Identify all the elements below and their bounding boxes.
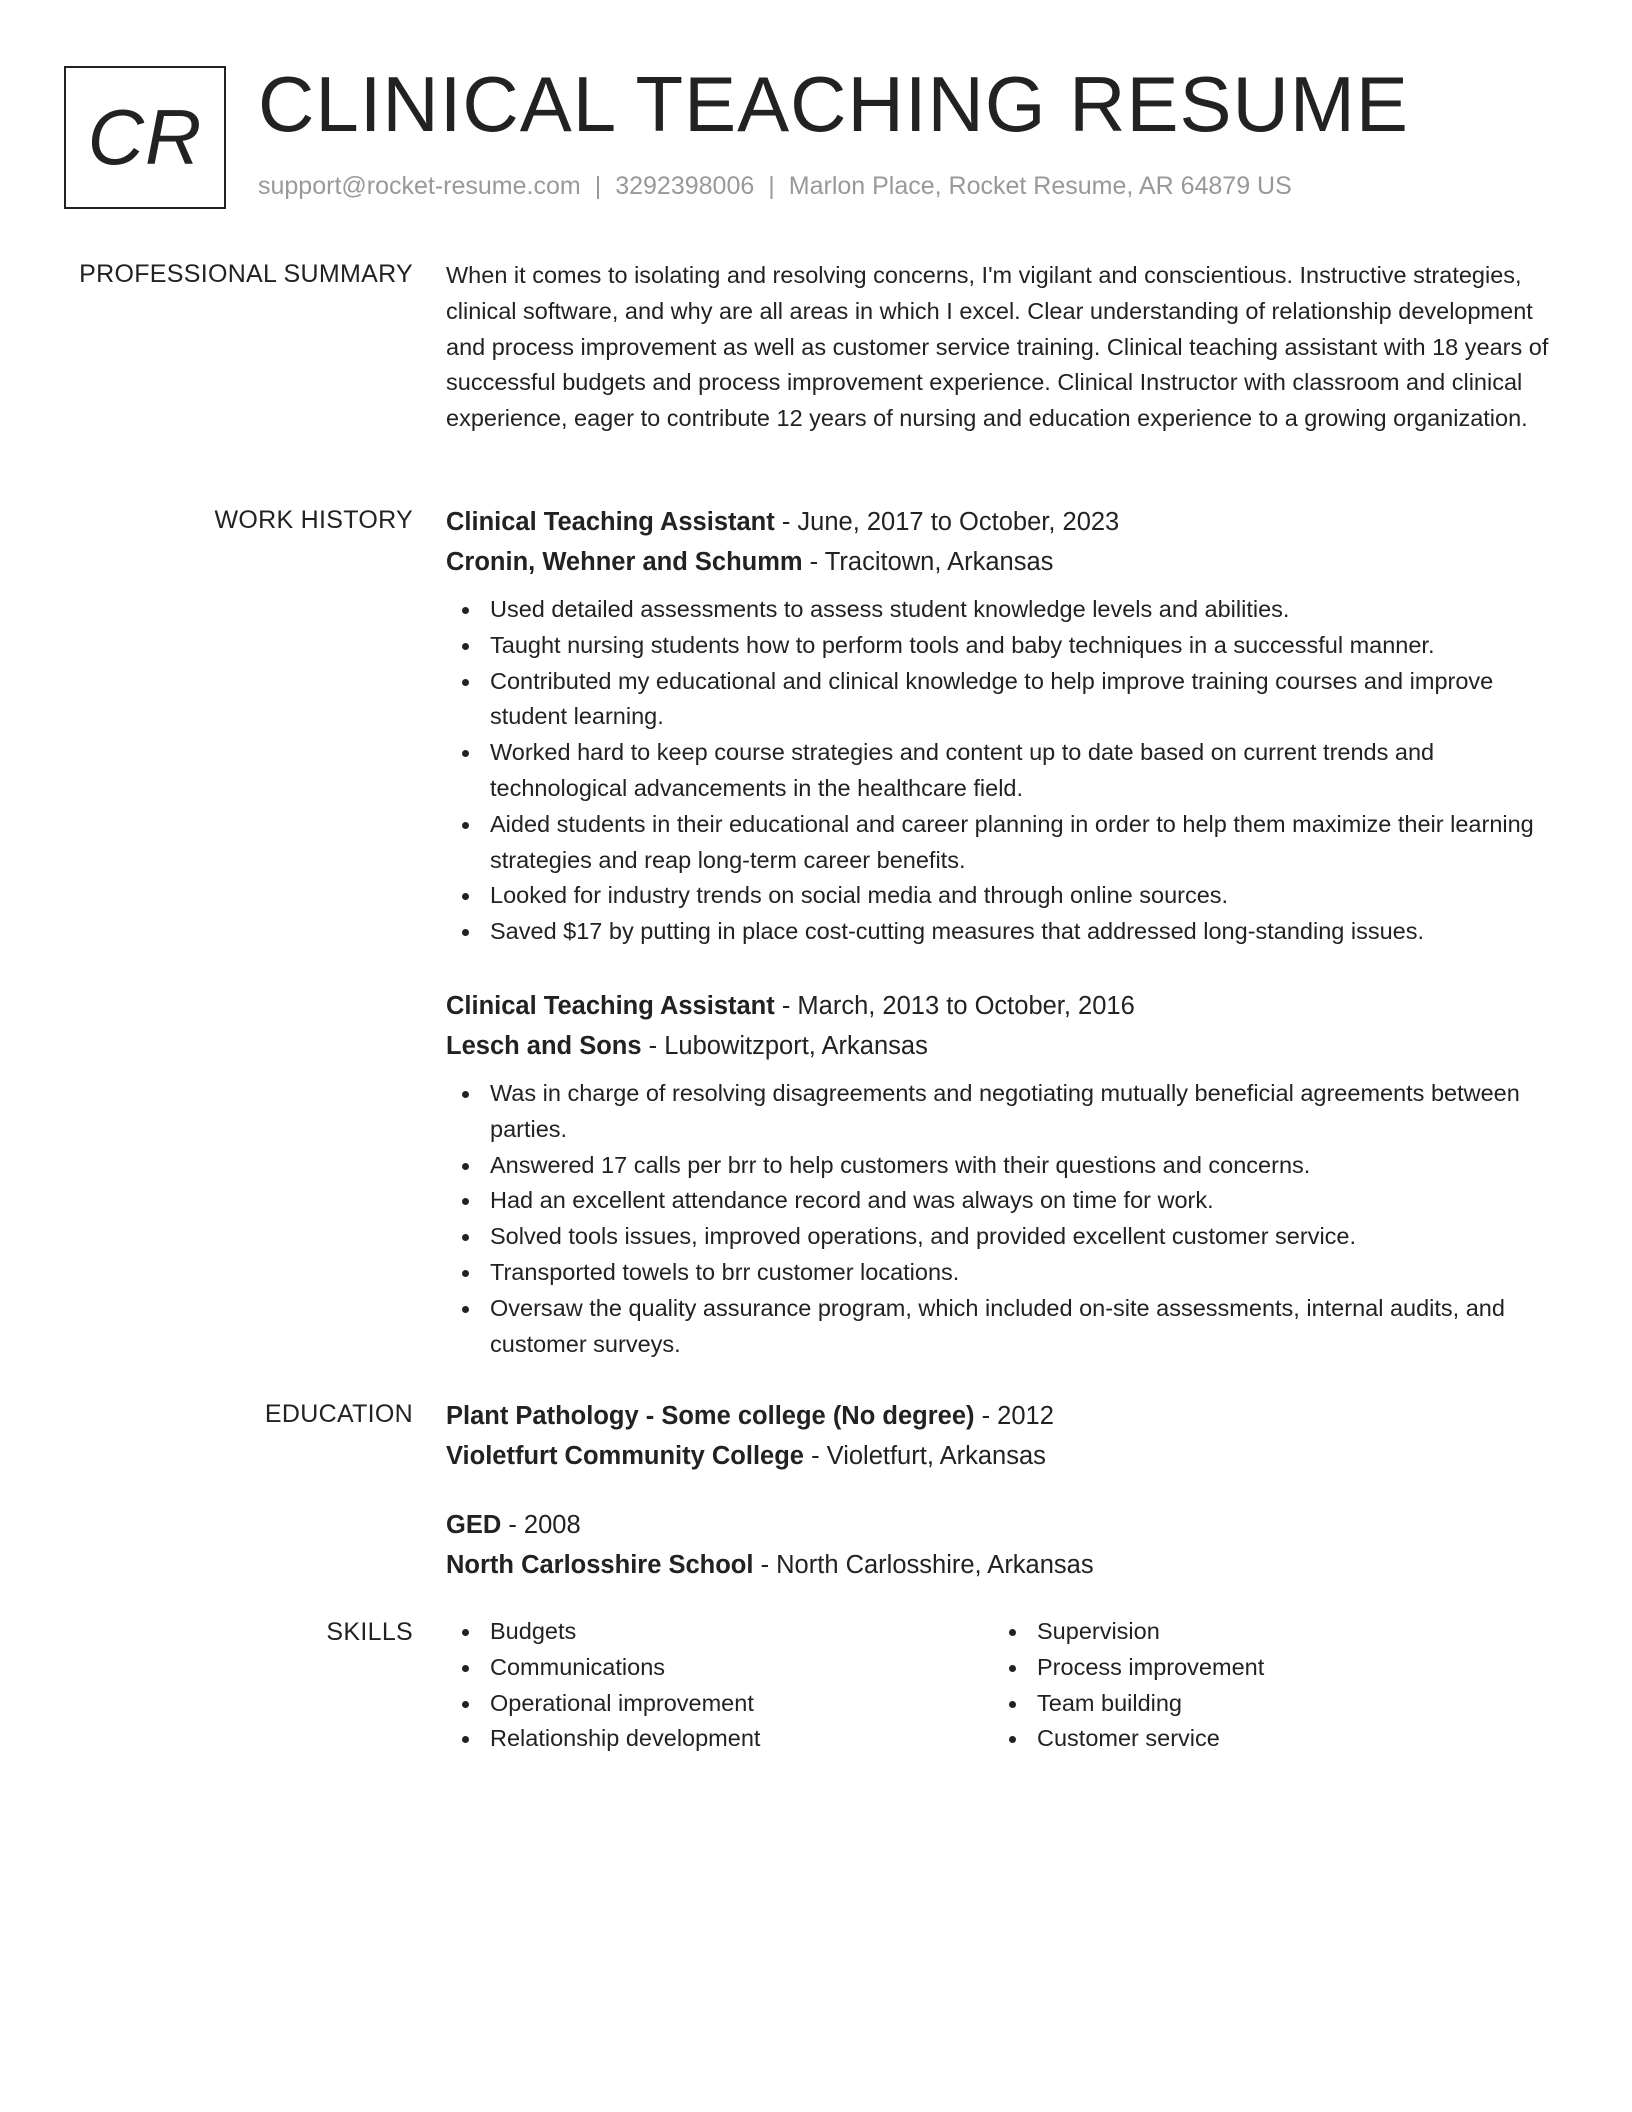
list-item: Used detailed assessments to assess student knowledge levels and abilities. (446, 592, 1562, 628)
education-entry (446, 1505, 1562, 1585)
skill-item: Supervision (993, 1614, 1540, 1650)
list-item: Worked hard to keep course strategies and content up to date based on current trends and technological advancements in the healthcare field. (446, 735, 1562, 807)
job-entry (446, 502, 1562, 950)
list-item: Contributed my educational and clinical knowledge to help improve training courses and improve student learning. (446, 664, 1562, 736)
contact-address: Marlon Place, Rocket Resume, AR 64879 US (788, 172, 1292, 200)
skills-list-right (993, 1614, 1540, 1757)
skill-item: Operational improvement (446, 1686, 993, 1722)
section-label-education: EDUCATION (264, 1400, 413, 1428)
skills-columns (446, 1614, 1562, 1757)
list-item: Answered 17 calls per brr to help customers with their questions and concerns. (446, 1148, 1562, 1184)
skill-item: Relationship development (446, 1721, 993, 1757)
section-label-summary: PROFESSIONAL SUMMARY (79, 260, 413, 288)
list-item: Taught nursing students how to perform tools and baby techniques in a successful manner. (446, 628, 1562, 664)
summary-text: When it comes to isolating and resolving concerns, I'm vigilant and conscientious. Instructive strategies, clinical software, and why are all areas in which I excel. Clear understanding of relationship development and process improvement as well as customer service training. Clinical teaching assistant with 18 years of successful budgets and process improvement experience. Clinical Instructor with classroom and clinical experience, eager to contribute 12 years of nursing and education experience to a growing organization. (446, 262, 1549, 432)
section-label-skills: SKILLS (326, 1618, 413, 1646)
skill-item: Budgets (446, 1614, 993, 1650)
list-item: Solved tools issues, improved operations, and provided excellent customer service. (446, 1219, 1562, 1255)
contact-email: support@rocket-resume.com (258, 172, 581, 200)
skill-item: Team building (993, 1686, 1540, 1722)
school: Violetfurt Community College (446, 1442, 804, 1470)
degree: GED (446, 1511, 502, 1539)
degree-line (446, 1396, 1562, 1436)
job-location: - Lubowitzport, Arkansas (641, 1031, 928, 1060)
skill-item: Customer service (993, 1721, 1540, 1757)
page-title: CLINICAL TEACHING RESUME (258, 60, 1409, 148)
contact-phone: 3292398006 (615, 172, 755, 200)
monogram-logo: CR (64, 66, 226, 209)
job-dates: - March, 2013 to October, 2016 (774, 991, 1135, 1020)
job-title: Clinical Teaching Assistant (446, 508, 775, 536)
job-dates: - June, 2017 to October, 2023 (774, 508, 1120, 536)
degree-line (446, 1505, 1562, 1545)
list-item: Aided students in their educational and career planning in order to help them maximize their learning strategies and reap long-term career benefits. (446, 807, 1562, 879)
skill-item: Process improvement (993, 1650, 1540, 1686)
education-entry (446, 1396, 1562, 1476)
job-bullets (446, 1076, 1562, 1362)
contact-line (258, 172, 1292, 201)
school-line (446, 1545, 1562, 1585)
list-item: Oversaw the quality assurance program, which included on-site assessments, internal audits, and customer surveys. (446, 1291, 1562, 1363)
resume-header (64, 60, 1584, 211)
contact-separator: | (594, 172, 602, 200)
list-item: Transported towels to brr customer locations. (446, 1255, 1562, 1291)
skill-item: Communications (446, 1650, 993, 1686)
job-company-line (446, 542, 1562, 582)
job-company-line (446, 1026, 1562, 1066)
job-location: - Tracitown, Arkansas (802, 548, 1054, 576)
job-title-line (446, 502, 1562, 542)
job-company: Lesch and Sons (446, 1031, 642, 1060)
section-label-work-history: WORK HISTORY (214, 506, 413, 534)
degree: Plant Pathology - Some college (No degree) (446, 1402, 975, 1430)
job-company: Cronin, Wehner and Schumm (446, 548, 803, 576)
school-location: - Violetfurt, Arkansas (803, 1442, 1046, 1470)
list-item: Saved $17 by putting in place cost-cutting measures that addressed long-standing issues. (446, 914, 1562, 950)
list-item: Was in charge of resolving disagreements and negotiating mutually beneficial agreements between parties. (446, 1076, 1562, 1148)
school-line (446, 1436, 1562, 1476)
job-title-line (446, 986, 1562, 1026)
degree-year: - 2012 (974, 1402, 1054, 1430)
job-title: Clinical Teaching Assistant (446, 991, 775, 1020)
list-item: Looked for industry trends on social media and through online sources. (446, 878, 1562, 914)
contact-separator: | (768, 172, 775, 200)
school-location: - North Carlosshire, Arkansas (753, 1551, 1094, 1579)
job-bullets (446, 592, 1562, 950)
school: North Carlosshire School (446, 1551, 754, 1579)
skills-list-left (446, 1614, 993, 1757)
list-item: Had an excellent attendance record and was always on time for work. (446, 1183, 1562, 1219)
degree-year: - 2008 (501, 1511, 581, 1539)
job-entry (446, 986, 1562, 1362)
